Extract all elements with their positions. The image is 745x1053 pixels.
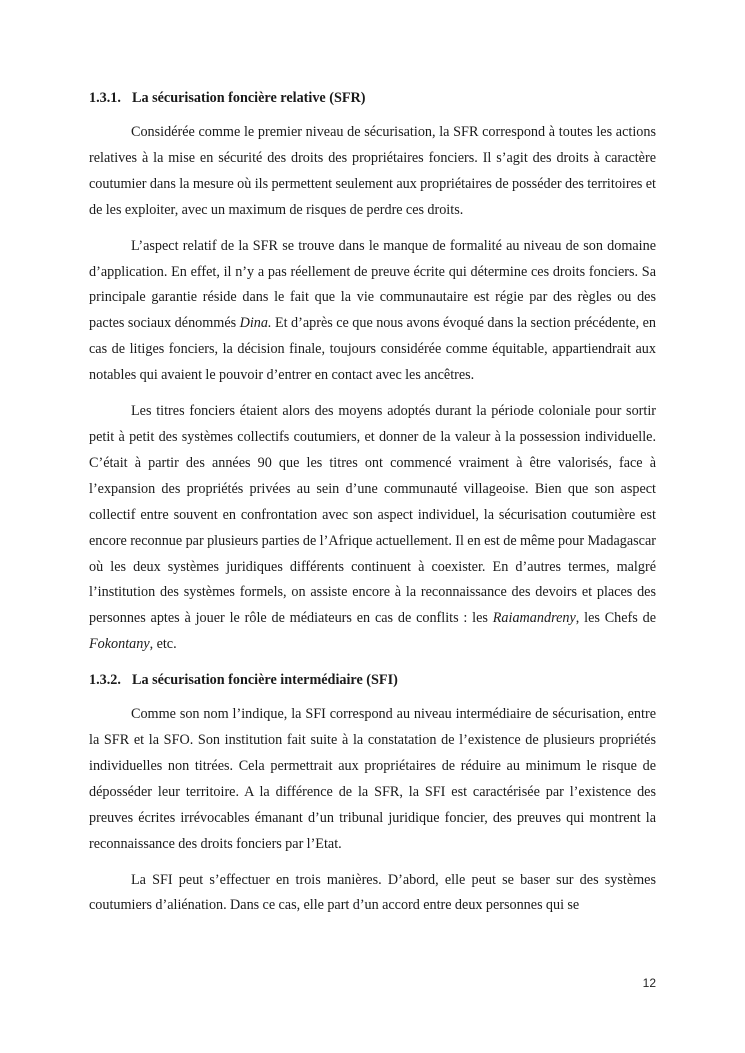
text-segment: L’aspect relatif de la SFR se trouve dans le manque de formalité au niveau de son domaine d’application. En effet, il n’y a pas réellement de preuve écrite qui détermine ces droits fonciers. Sa principale garantie réside dans le fait que la vie communautaire est régie par des règles ou des pactes sociaux dénommés [89, 237, 656, 332]
section-title: La sécurisation foncière relative (SFR) [132, 90, 366, 106]
page-number: 12 [642, 976, 656, 990]
text-segment: Et d’après ce que nous avons évoqué dans la section précédente, en cas de litiges fonciers, la décision finale, toujours considérée comme équitable, appartiendrait aux notables qui avaient le pouvoir d’entrer en contact avec les ancêtres. [89, 315, 657, 384]
paragraph-sfr-aspect [89, 234, 656, 389]
section-heading-1-3-1 [89, 88, 656, 108]
paragraph-sfi-definition: Comme son nom l’indique, la SFI correspond au niveau intermédiaire de sécurisation, entre la SFR et la SFO. Son institution fait suite à la constatation de l’existence de plusieurs propriétés individuelles non titrées. Cela permettrait aux propriétaires de réduire au minimum le risque de déposséder leur territoire. A la différence de la SFR, la SFI est caractérisée par l’existence des preuves écrites irrévocables émanant d’un tribunal juridique foncier, des preuves qui montrent la reconnaissance des droits fonciers par l’Etat. [89, 706, 656, 852]
italic-term-fokontany: Fokontany [89, 636, 150, 653]
document-page [89, 88, 656, 919]
section-title: La sécurisation foncière intermédiaire (SFI) [132, 672, 398, 689]
italic-term-raiamandreny: Raiamandreny [492, 610, 576, 627]
italic-term-dina: Dina. [239, 315, 272, 332]
paragraph-sfr-definition: Considérée comme le premier niveau de sécurisation, la SFR correspond à toutes les actions relatives à la mise en sécurité des droits des propriétaires fonciers. Il s’agit des droits à caractère coutumier dans la mesure où ils permettent seulement aux propriétaires de posséder des territoires et de les exploiter, avec un maximum de risques de perdre ces droits. [89, 124, 656, 218]
text-segment: , les Chefs de [575, 610, 656, 627]
text-segment: Les titres fonciers étaient alors des moyens adoptés durant la période coloniale pour sortir petit à petit des systèmes collectifs coutumiers, et donner de la valeur à la possession individuelle. C’était à partir des années 90 que les titres ont commencé vraiment à être valorisés, face à l’expansion des propriétés privées au sein d’une communauté villageoise. Bien que son aspect collectif entre souvent en confrontation avec son aspect individuel, la sécurisation coutumière est encore reconnue par plusieurs parties de l’Afrique actuellement. Il en est de même pour Madagascar où les deux systèmes juridiques différents continuent à coexister. En d’autres termes, malgré l’institution des systèmes formels, on assiste encore à la reconnaissance des devoirs et places des personnes aptes à jouer le rôle de médiateurs en cas de conflits : les [89, 403, 656, 627]
section-number: 1.3.1. [89, 90, 121, 106]
paragraph-titres-fonciers [89, 399, 656, 658]
section-heading-1-3-2 [89, 670, 656, 690]
text-segment: , etc. [149, 636, 177, 653]
paragraph-sfi-manners: La SFI peut s’effectuer en trois manières. D’abord, elle peut se baser sur des systèmes coutumiers d’aliénation. Dans ce cas, elle part d’un accord entre deux personnes qui se [89, 871, 656, 914]
section-number: 1.3.2. [89, 672, 121, 689]
